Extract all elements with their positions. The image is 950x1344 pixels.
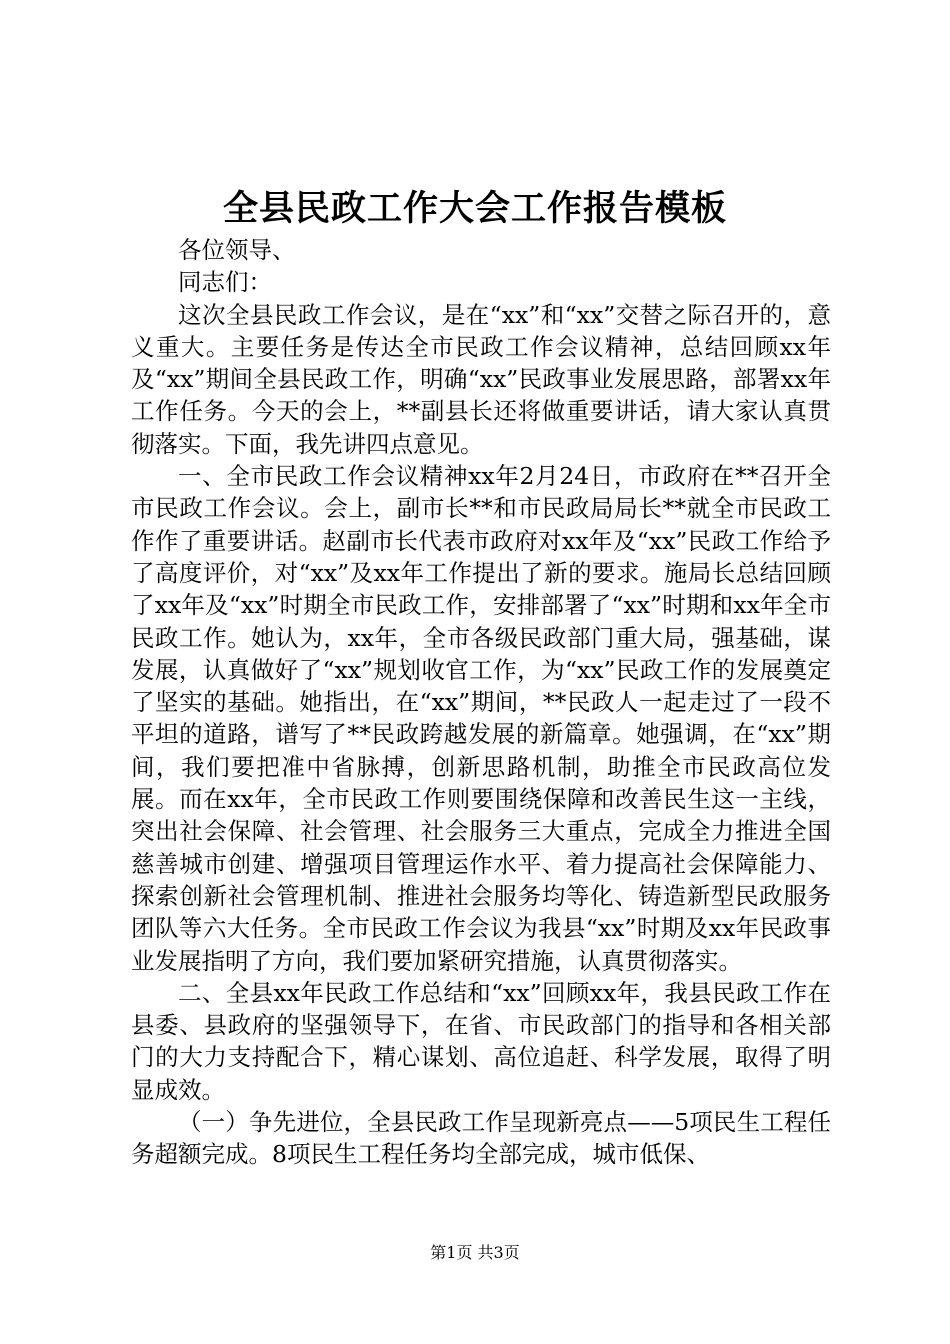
salutation-leaders: 各位领导、 [178, 236, 296, 264]
document-title: 全县民政工作大会工作报告模板 [222, 189, 727, 229]
paragraph-section-2: 二、全县xx年民政工作总结和“xx”回顾xx年，我县民政工作在县委、县政府的坚强领导下，在省、市民政部门的指导和各相关部门的大力支持配合下，精心谋划、高位追赶、科学发展，取得了明显成效。 [131, 978, 831, 1104]
paragraph-subsection-1: （一）争先进位，全县民政工作呈现新亮点——5项民生工程任务超额完成。8项民生工程任务均全部完成，城市低保、 [131, 1108, 831, 1169]
paragraph-section-1: 一、全市民政工作会议精神xx年2月24日，市政府在**召开全市民政工作会议。会上，副市长**和市民政局局长**就全市民政工作作了重要讲话。赵副市长代表市政府对xx年及“xx”民政工作给予了高度评价，对“xx”及xx年工作提出了新的要求。施局长总结回顾了xx年及“xx”时期全市民政工作，安排部署了“xx”时期和xx年全市民政工作。她认为，xx年，全市各级民政部门重大局，强基础，谋发展，认真做好了“xx”规划收官工作，为“xx”民政工作的发展奠定了坚实的基础。她指出，在“xx”期间，**民政人一起走过了一段不平坦的道路，谱写了**民政跨越发展的新篇章。她强调，在“xx”期间，我们要把准中省脉搏，创新思路机制，助推全市民政高位发展。而在xx年，全市民政工作则要围绕保障和改善民生这一主线，突出社会保障、社会管理、社会服务三大重点，完成全力推进全国慈善城市创建、增强项目管理运作水平、着力提高社会保障能力、探索创新社会管理机制、推进社会服务均等化、铸造新型民政服务团队等六大任务。全市民政工作会议为我县“xx”时期及xx年民政事业发展指明了方向，我们要加紧研究措施，认真贯彻落实。 [131, 462, 831, 975]
paragraph-intro: 这次全县民政工作会议，是在“xx”和“xx”交替之际召开的，意义重大。主要任务是传达全市民政工作会议精神，总结回顾xx年及“xx”期间全县民政工作，明确“xx”民政事业发展思路，部署xx年工作任务。今天的会上，**副县长还将做重要讲话，请大家认真贯彻落实。下面，我先讲四点意见。 [131, 300, 831, 458]
page-footer: 第1页 共3页 [430, 1243, 520, 1262]
document-body [131, 234, 831, 1171]
salutation-comrades: 同志们： [178, 268, 272, 297]
